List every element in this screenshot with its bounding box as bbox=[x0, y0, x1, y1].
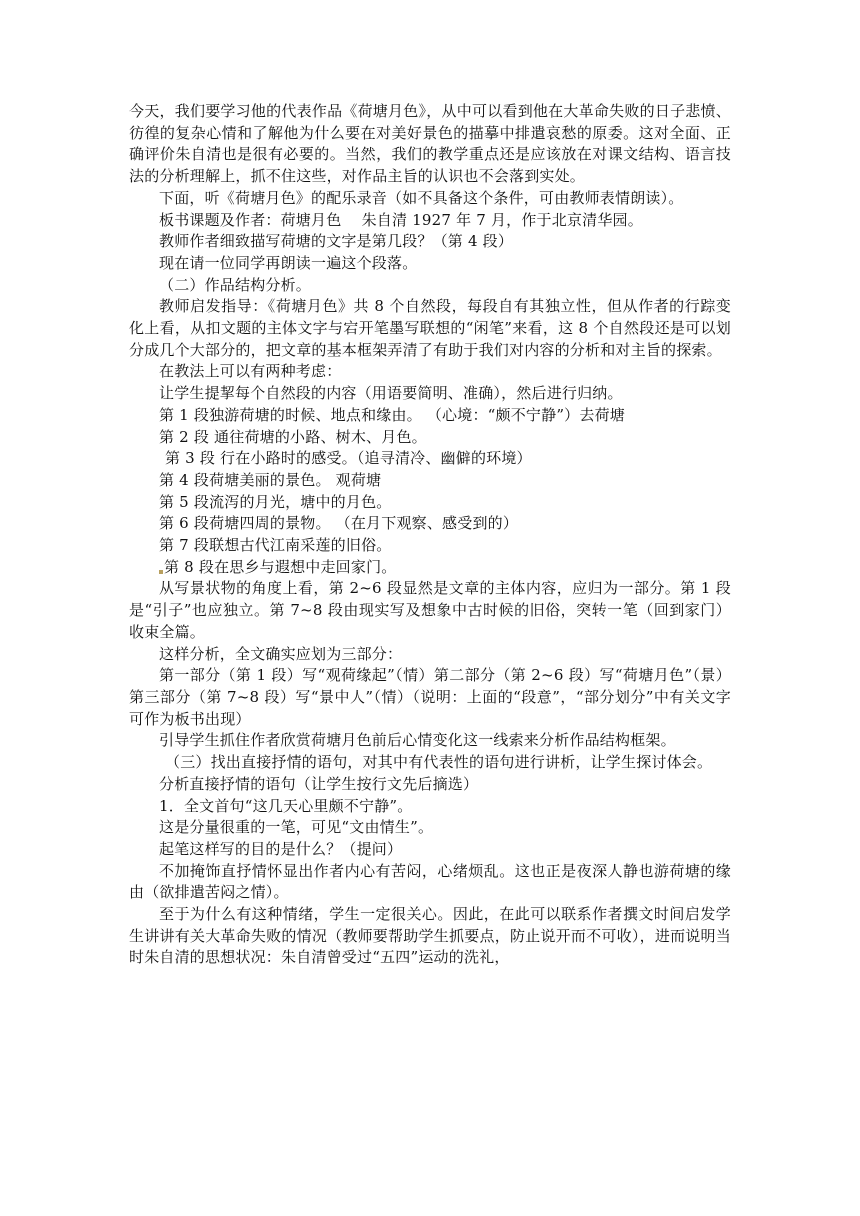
paragraph-context: 至于为什么有这种情绪，学生一定很关心。因此，在此可以联系作者撰文时间启发学生讲讲有关大革命失败的情况（教师要帮助学生抓要点，防止说开而不可收），进而说明当时朱自清的思想状况：朱自清曾受过“五四”运动的洗礼， bbox=[129, 905, 731, 967]
paragraph-three-parts: 这样分析，全文确实应划为三部分： bbox=[159, 644, 403, 663]
paragraph-weight: 这是分量很重的一笔，可见“文由情生”。 bbox=[159, 818, 434, 837]
paragraph-read-aloud: 现在请一位同学再朗读一遍这个段落。 bbox=[159, 253, 418, 272]
section-8-text: 第 8 段在思乡与遐想中走回家门。 bbox=[164, 557, 397, 576]
section-1-summary: 第 1 段独游荷塘的时候、地点和缘由。 （心境：“颇不宁静”）去荷塘 bbox=[159, 405, 625, 424]
paragraph-teacher-guidance: 教师启发指导：《荷塘月色》共 8 个自然段，每段自有其独立性，但从作者的行踪变化上看，从扣文题的主体文字与宕开笔墨写联想的“闲笔”来看，这 8 个自然段还是可以划分成几个大部分的，把文章的基本框架弄清了有助于我们对内容的分析和对主旨的探索。 bbox=[129, 297, 731, 359]
section-5-summary: 第 5 段流泻的月光，塘中的月色。 bbox=[159, 492, 392, 511]
section-heading-structure: （二）作品结构分析。 bbox=[159, 275, 312, 294]
paragraph-summarize: 让学生提挈每个自然段的内容（用语要简明、准确），然后进行归纳。 bbox=[159, 384, 623, 403]
paragraph-clue: 引导学生抓住作者欣赏荷塘月色前后心情变化这一线索来分析作品结构框架。 bbox=[159, 731, 676, 750]
paragraph-inner-gloom: 不加掩饰直抒情怀显出作者内心有苦闷，心绪烦乱。这也正是夜深人静也游荷塘的缘由（欲排遣苦闷之情）。 bbox=[129, 861, 731, 902]
section-3-summary: 第 3 段 行在小路时的感受。（追寻清冷、幽僻的环境） bbox=[165, 449, 532, 468]
section-8-summary bbox=[129, 557, 731, 579]
paragraph-perspective: 从写景状物的角度上看，第 2~6 段显然是文章的主体内容，应归为一部分。第 1 段是“引子”也应独立。第 7~8 段由现实写及想象中古时候的旧俗，突转一笔（回到家门）收束全篇。 bbox=[129, 579, 731, 641]
paragraph-purpose-question: 起笔这样写的目的是什么？（提问） bbox=[159, 839, 403, 858]
paragraph-question-section: 教师作者细致描写荷塘的文字是第几段？（第 4 段） bbox=[159, 232, 514, 251]
paragraph-board-title: 板书课题及作者：荷塘月色 朱自清 1927 年 7 月，作于北京清华园。 bbox=[159, 210, 643, 229]
paragraph-analyze-lyrical: 分析直接抒情的语句（让学生按行文先后摘选） bbox=[159, 774, 479, 793]
section-heading-lyrical: （三）找出直接抒情的语句，对其中有代表性的语句进行讲析，让学生探讨体会。 bbox=[165, 753, 713, 772]
document-page bbox=[129, 101, 731, 969]
section-2-summary: 第 2 段 通往荷塘的小路、树木、月色。 bbox=[159, 427, 427, 446]
paragraph-intro: 今天，我们要学习他的代表作品《荷塘月色》，从中可以看到他在大革命失败的日子悲愤、彷徨的复杂心情和了解他为什么要在对美好景色的描摹中排遣哀愁的原委。这对全面、正确评价朱自清也是很有必要的。当然，我们的教学重点还是应该放在对课文结构、语言技法的分析理解上，抓不住这些，对作品主旨的认识也不会落到实处。 bbox=[129, 102, 731, 186]
section-7-summary: 第 7 段联想古代江南采莲的旧俗。 bbox=[159, 536, 392, 555]
paragraph-first-sentence: 1．全文首句“这几天心里颇不宁静”。 bbox=[159, 796, 413, 815]
bullet-marker bbox=[159, 570, 163, 574]
section-6-summary: 第 6 段荷塘四周的景物。 （在月下观察、感受到的） bbox=[159, 514, 519, 533]
section-4-summary: 第 4 段荷塘美丽的景色。 观荷塘 bbox=[159, 470, 382, 489]
paragraph-two-methods: 在教法上可以有两种考虑： bbox=[159, 362, 342, 381]
paragraph-listen-recording: 下面，听《荷塘月色》的配乐录音（如不具备这个条件，可由教师表情朗读）。 bbox=[159, 188, 684, 207]
paragraph-part-breakdown: 第一部分（第 1 段）写“观荷缘起”（情）第二部分（第 2~6 段）写“荷塘月色”（景）第三部分（第 7~8 段）写“景中人”（情）（说明：上面的“段意”，“部分划分”中有关文字可作为板书出现） bbox=[129, 666, 731, 728]
